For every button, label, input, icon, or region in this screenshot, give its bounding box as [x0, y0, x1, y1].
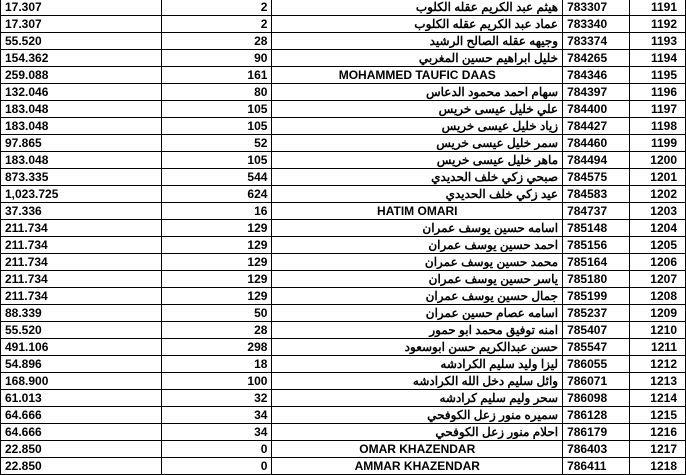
table-row	[1, 67, 686, 84]
seq-cell: 1216	[630, 424, 686, 441]
table-row	[1, 322, 686, 339]
name-cell: عماد عبد الكريم عقله الكلوب	[272, 16, 563, 33]
amount-cell: 97.865	[1, 135, 162, 152]
name-cell: علي خليل عيسى خريس	[272, 101, 563, 118]
count-cell: 16	[161, 203, 272, 220]
table-row	[1, 50, 686, 67]
amount-cell: 211.734	[1, 220, 162, 237]
count-cell: 18	[161, 356, 272, 373]
name-cell: عيد زكي خلف الحديدي	[272, 186, 563, 203]
amount-cell: 64.666	[1, 424, 162, 441]
table-row	[1, 373, 686, 390]
count-cell: 28	[161, 322, 272, 339]
name-cell: امنه توفيق محمد ابو حمور	[272, 322, 563, 339]
name-cell: جمال حسين يوسف عمران	[272, 288, 563, 305]
code-cell: 786179	[563, 424, 630, 441]
seq-cell: 1206	[630, 254, 686, 271]
seq-cell: 1195	[630, 67, 686, 84]
seq-cell: 1208	[630, 288, 686, 305]
table-row	[1, 356, 686, 373]
code-cell: 784346	[563, 67, 630, 84]
name-cell: سهام احمد محمود الدعاس	[272, 84, 563, 101]
seq-cell: 1203	[630, 203, 686, 220]
code-cell: 785148	[563, 220, 630, 237]
count-cell: 32	[161, 390, 272, 407]
code-cell: 785407	[563, 322, 630, 339]
count-cell: 624	[161, 186, 272, 203]
code-cell: 785156	[563, 237, 630, 254]
seq-cell: 1205	[630, 237, 686, 254]
seq-cell: 1197	[630, 101, 686, 118]
table-row	[1, 169, 686, 186]
name-cell: ليزا وليد سليم الكرادشه	[272, 356, 563, 373]
amount-cell: 183.048	[1, 118, 162, 135]
amount-cell: 154.362	[1, 50, 162, 67]
seq-cell: 1207	[630, 271, 686, 288]
code-cell: 784427	[563, 118, 630, 135]
seq-cell: 1215	[630, 407, 686, 424]
count-cell: 28	[161, 33, 272, 50]
count-cell: 90	[161, 50, 272, 67]
table-row	[1, 33, 686, 50]
count-cell: 2	[161, 0, 272, 16]
count-cell: 100	[161, 373, 272, 390]
count-cell: 544	[161, 169, 272, 186]
amount-cell: 1,023.725	[1, 186, 162, 203]
seq-cell: 1204	[630, 220, 686, 237]
name-cell: ماهر خليل عيسى خريس	[272, 152, 563, 169]
count-cell: 129	[161, 220, 272, 237]
table-row	[1, 424, 686, 441]
code-cell: 784583	[563, 186, 630, 203]
table-row	[1, 254, 686, 271]
code-cell: 785199	[563, 288, 630, 305]
code-cell: 784494	[563, 152, 630, 169]
count-cell: 129	[161, 254, 272, 271]
seq-cell: 1192	[630, 16, 686, 33]
amount-cell: 183.048	[1, 152, 162, 169]
seq-cell: 1198	[630, 118, 686, 135]
table-row	[1, 220, 686, 237]
name-cell: MOHAMMED TAUFIC DAAS	[272, 67, 563, 84]
count-cell: 298	[161, 339, 272, 356]
amount-cell: 211.734	[1, 271, 162, 288]
code-cell: 783307	[563, 0, 630, 16]
count-cell: 80	[161, 84, 272, 101]
table-row	[1, 390, 686, 407]
seq-cell: 1193	[630, 33, 686, 50]
table-row	[1, 339, 686, 356]
table-row	[1, 288, 686, 305]
table-row	[1, 237, 686, 254]
table-row	[1, 118, 686, 135]
code-cell: 784575	[563, 169, 630, 186]
count-cell: 2	[161, 16, 272, 33]
seq-cell: 1201	[630, 169, 686, 186]
name-cell: هيثم عبد الكريم عقله الكلوب	[272, 0, 563, 16]
name-cell: خليل ابراهيم حسين المغربي	[272, 50, 563, 67]
amount-cell: 17.307	[1, 0, 162, 16]
seq-cell: 1209	[630, 305, 686, 322]
code-cell: 784265	[563, 50, 630, 67]
table-row	[1, 101, 686, 118]
table-row	[1, 186, 686, 203]
table-row	[1, 441, 686, 458]
name-cell: احمد حسين يوسف عمران	[272, 237, 563, 254]
name-cell: حسن عبدالكريم حسن ابوسعود	[272, 339, 563, 356]
amount-cell: 211.734	[1, 288, 162, 305]
name-cell: AMMAR KHAZENDAR	[272, 458, 563, 475]
name-cell: صبحي زكي خلف الحديدي	[272, 169, 563, 186]
amount-cell: 55.520	[1, 322, 162, 339]
table-row	[1, 135, 686, 152]
amount-cell: 22.850	[1, 458, 162, 475]
code-cell: 786411	[563, 458, 630, 475]
code-cell: 785180	[563, 271, 630, 288]
table-row	[1, 458, 686, 475]
amount-cell: 183.048	[1, 101, 162, 118]
name-cell: OMAR KHAZENDAR	[272, 441, 563, 458]
code-cell: 785237	[563, 305, 630, 322]
table-row	[1, 271, 686, 288]
amount-cell: 88.339	[1, 305, 162, 322]
amount-cell: 17.307	[1, 16, 162, 33]
name-cell: وائل سليم دخل الله الكرادشه	[272, 373, 563, 390]
name-cell: ياسر حسين يوسف عمران	[272, 271, 563, 288]
amount-cell: 55.520	[1, 33, 162, 50]
name-cell: سحر وليم سليم كرادشه	[272, 390, 563, 407]
code-cell: 784460	[563, 135, 630, 152]
code-cell: 783374	[563, 33, 630, 50]
code-cell: 784400	[563, 101, 630, 118]
code-cell: 786071	[563, 373, 630, 390]
count-cell: 52	[161, 135, 272, 152]
table-row	[1, 305, 686, 322]
seq-cell: 1213	[630, 373, 686, 390]
table-row	[1, 152, 686, 169]
seq-cell: 1218	[630, 458, 686, 475]
seq-cell: 1202	[630, 186, 686, 203]
code-cell: 786055	[563, 356, 630, 373]
amount-cell: 211.734	[1, 237, 162, 254]
code-cell: 784737	[563, 203, 630, 220]
seq-cell: 1210	[630, 322, 686, 339]
seq-cell: 1212	[630, 356, 686, 373]
amount-cell: 37.336	[1, 203, 162, 220]
code-cell: 785547	[563, 339, 630, 356]
amount-cell: 132.046	[1, 84, 162, 101]
count-cell: 34	[161, 424, 272, 441]
amount-cell: 54.896	[1, 356, 162, 373]
count-cell: 105	[161, 152, 272, 169]
table-row	[1, 203, 686, 220]
table-row	[1, 84, 686, 101]
count-cell: 105	[161, 101, 272, 118]
name-cell: HATIM OMARI	[272, 203, 563, 220]
table-row	[1, 0, 686, 16]
count-cell: 34	[161, 407, 272, 424]
count-cell: 129	[161, 288, 272, 305]
count-cell: 129	[161, 237, 272, 254]
seq-cell: 1211	[630, 339, 686, 356]
amount-cell: 61.013	[1, 390, 162, 407]
code-cell: 786128	[563, 407, 630, 424]
amount-cell: 64.666	[1, 407, 162, 424]
name-cell: وجيهه عقله الصالح الرشيد	[272, 33, 563, 50]
code-cell: 784397	[563, 84, 630, 101]
seq-cell: 1191	[630, 0, 686, 16]
amount-cell: 168.900	[1, 373, 162, 390]
table-body	[1, 0, 686, 475]
code-cell: 786403	[563, 441, 630, 458]
seq-cell: 1196	[630, 84, 686, 101]
name-cell: اسامه عصام حسين عمران	[272, 305, 563, 322]
code-cell: 786098	[563, 390, 630, 407]
name-cell: احلام منور زعل الكوفحي	[272, 424, 563, 441]
count-cell: 0	[161, 441, 272, 458]
seq-cell: 1217	[630, 441, 686, 458]
table-row	[1, 407, 686, 424]
code-cell: 785164	[563, 254, 630, 271]
seq-cell: 1199	[630, 135, 686, 152]
name-cell: زياد خليل عيسى خريس	[272, 118, 563, 135]
seq-cell: 1214	[630, 390, 686, 407]
seq-cell: 1200	[630, 152, 686, 169]
name-cell: سمر خليل عيسى خريس	[272, 135, 563, 152]
code-cell: 783340	[563, 16, 630, 33]
amount-cell: 491.106	[1, 339, 162, 356]
count-cell: 129	[161, 271, 272, 288]
amount-cell: 211.734	[1, 254, 162, 271]
seq-cell: 1194	[630, 50, 686, 67]
amount-cell: 259.088	[1, 67, 162, 84]
name-cell: سميره منور زعل الكوفحي	[272, 407, 563, 424]
count-cell: 105	[161, 118, 272, 135]
count-cell: 50	[161, 305, 272, 322]
name-cell: محمد حسين يوسف عمران	[272, 254, 563, 271]
amount-cell: 873.335	[1, 169, 162, 186]
amount-cell: 22.850	[1, 441, 162, 458]
count-cell: 0	[161, 458, 272, 475]
table-row	[1, 16, 686, 33]
name-cell: اسامه حسين يوسف عمران	[272, 220, 563, 237]
count-cell: 161	[161, 67, 272, 84]
